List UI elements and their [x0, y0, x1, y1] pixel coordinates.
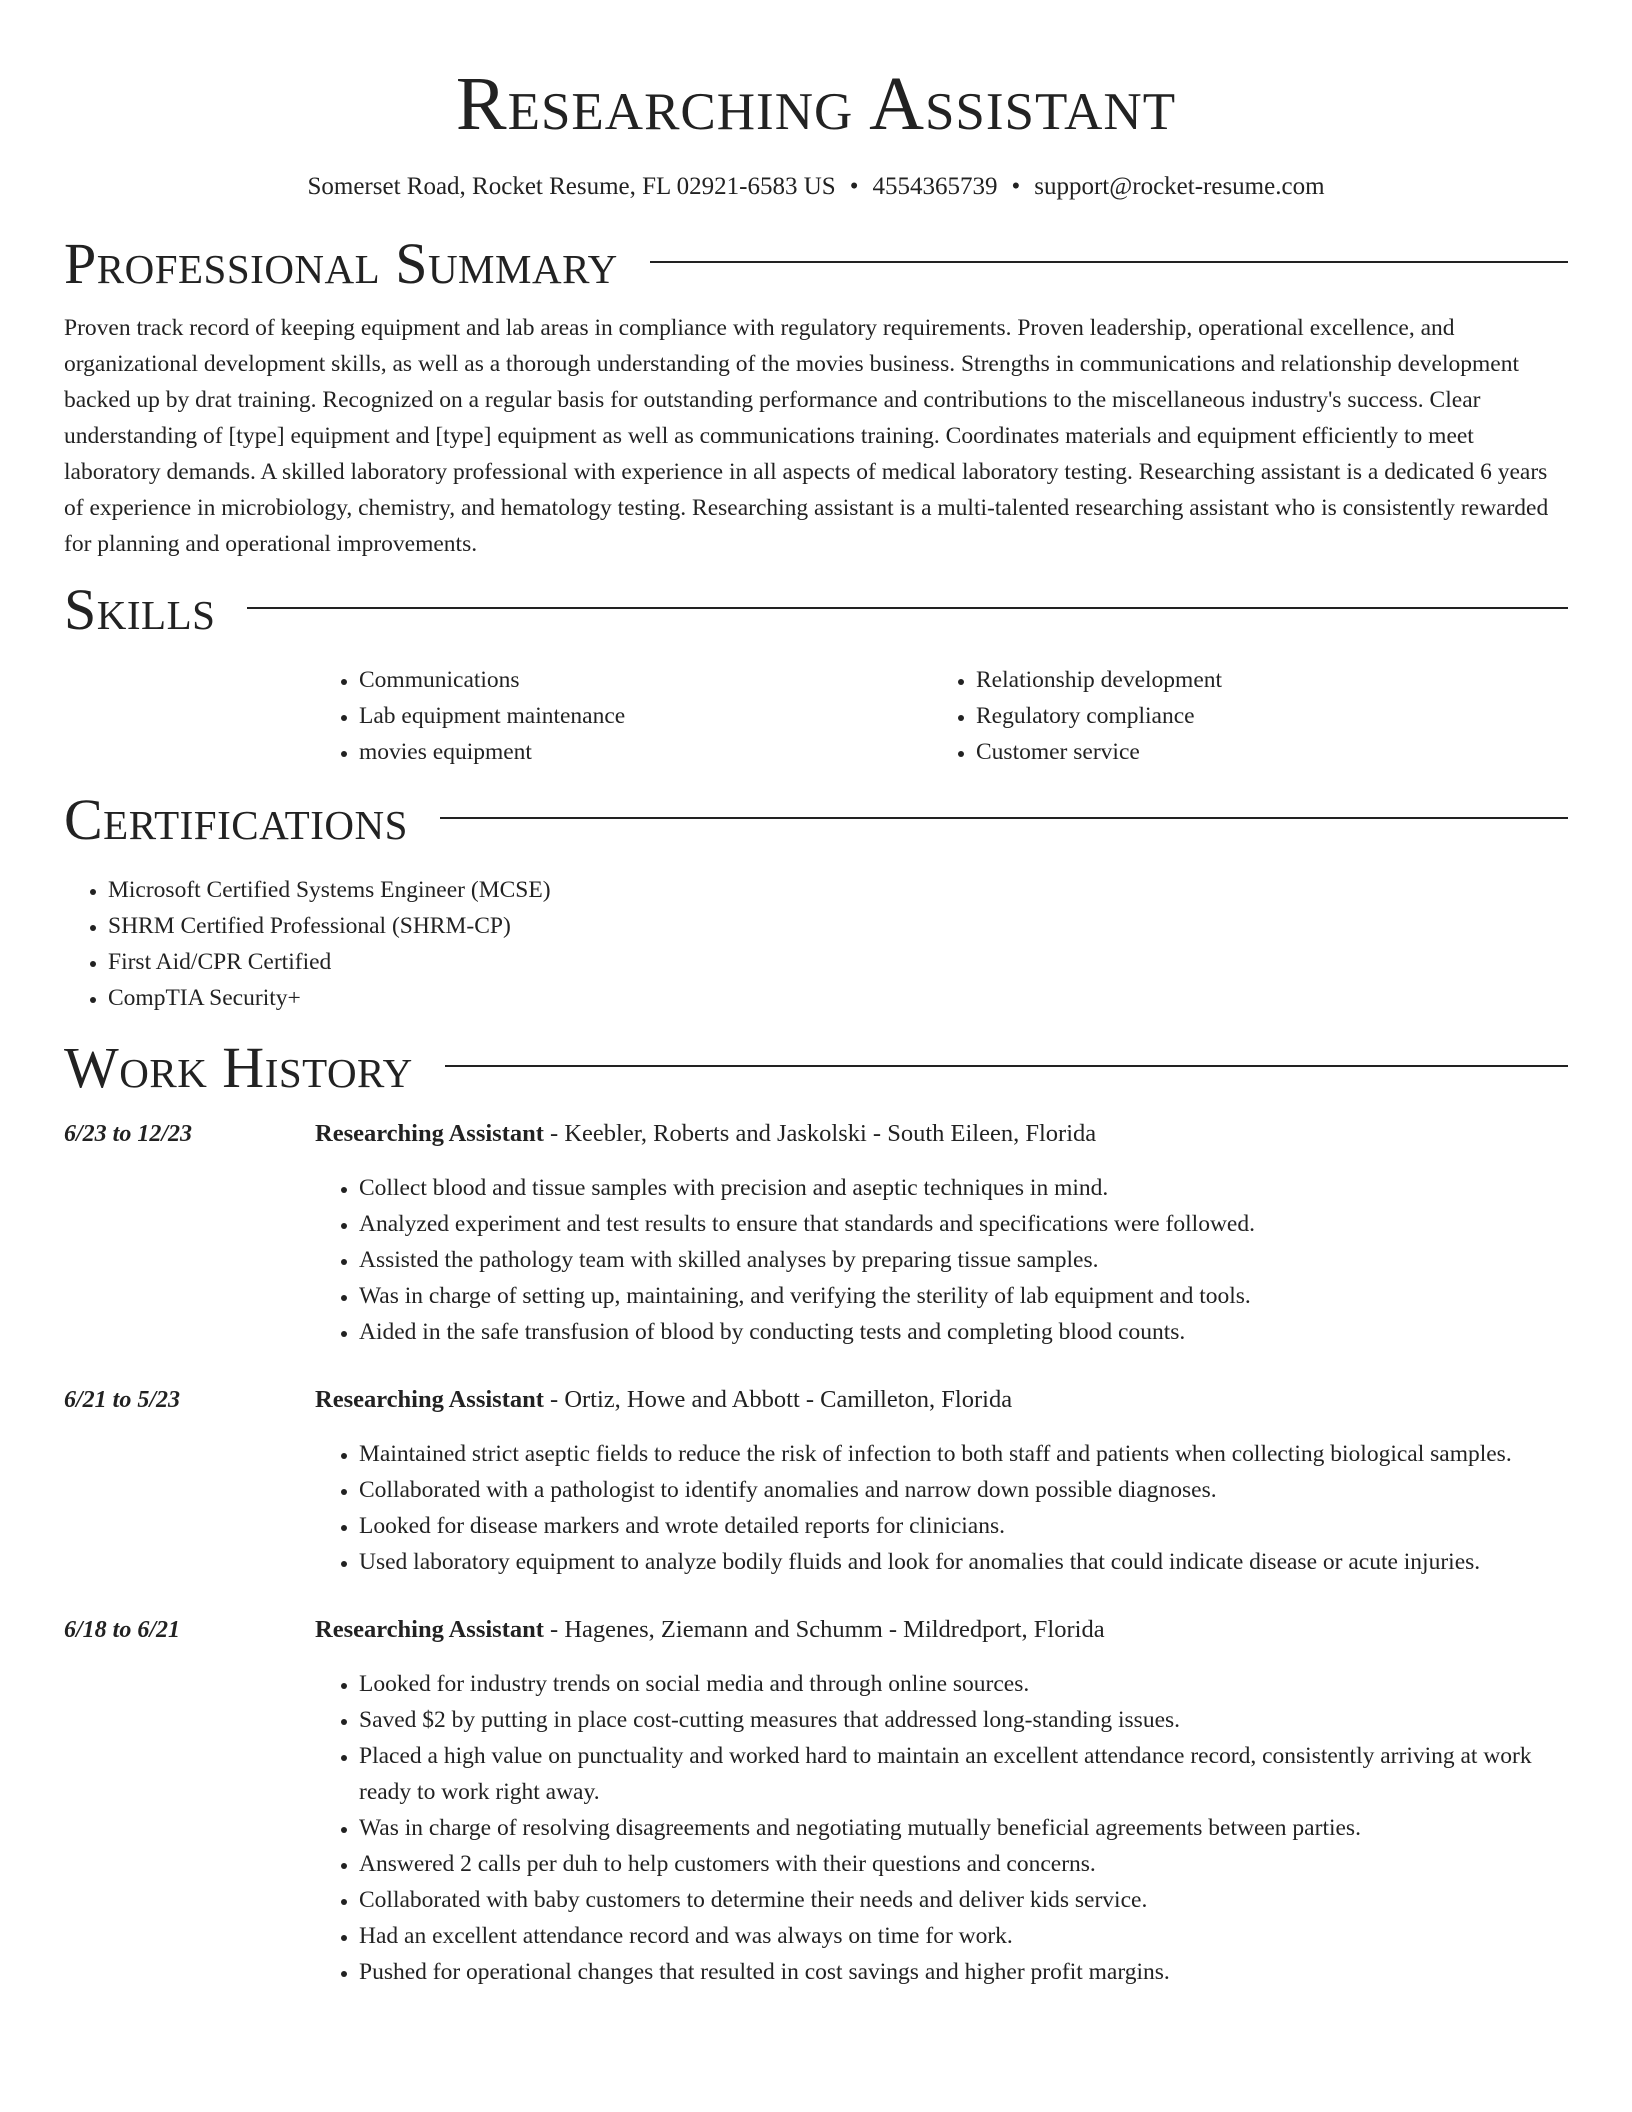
certification-item: • CompTIA Security+	[108, 980, 1568, 1016]
job-body	[315, 1116, 1568, 1350]
job-bullet: • Looked for disease markers and wrote detailed reports for clinicians.	[359, 1508, 1568, 1544]
job-employer-location: - Keebler, Roberts and Jaskolski - South Eileen, Florida	[543, 1120, 1097, 1147]
job-bullet: • Saved $2 by putting in place cost-cutting measures that addressed long-standing issues.	[359, 1702, 1568, 1738]
job-entry	[64, 1612, 1568, 1990]
contact-separator: •	[1011, 173, 1021, 200]
job-bullets	[315, 1436, 1568, 1580]
certifications-heading: Certifications	[64, 787, 408, 852]
skills-heading: Skills	[64, 577, 216, 642]
skills-list	[315, 662, 1568, 770]
skills-section-header	[64, 578, 1568, 642]
resume-name: Researching Assistant	[455, 62, 1177, 146]
work-history-heading: Work History	[64, 1035, 413, 1100]
job-bullet: • Collaborated with baby customers to determine their needs and deliver kids service.	[359, 1882, 1568, 1918]
job-bullet: • Looked for industry trends on social media and through online sources.	[359, 1666, 1568, 1702]
skill-item: • Customer service	[976, 734, 1549, 770]
job-title: Researching Assistant	[315, 1386, 544, 1413]
job-bullet: • Collaborated with a pathologist to identify anomalies and narrow down possible diagnoses.	[359, 1472, 1568, 1508]
job-bullet: • Placed a high value on punctuality and worked hard to maintain an excellent attendance record, consistently arriving at work ready to work right away.	[359, 1738, 1568, 1810]
contact-phone: 4554365739	[872, 173, 998, 200]
skill-item: • Lab equipment maintenance	[359, 698, 932, 734]
contact-address: Somerset Road, Rocket Resume, FL 02921-6583 US	[307, 173, 836, 200]
job-entry	[64, 1116, 1568, 1350]
job-bullet: • Aided in the safe transfusion of blood by conducting tests and completing blood counts.	[359, 1314, 1568, 1350]
job-employer-location: - Ortiz, Howe and Abbott - Camilleton, Florida	[543, 1386, 1013, 1413]
certifications-section-header	[64, 788, 1568, 852]
job-bullet: • Used laboratory equipment to analyze bodily fluids and look for anomalies that could indicate disease or acute injuries.	[359, 1544, 1568, 1580]
job-bullet: • Analyzed experiment and test results to ensure that standards and specifications were followed.	[359, 1206, 1568, 1242]
job-title-line	[315, 1382, 1568, 1418]
job-title: Researching Assistant	[315, 1120, 544, 1147]
job-bullet: • Pushed for operational changes that resulted in cost savings and higher profit margins.	[359, 1954, 1568, 1990]
job-employer-location: - Hagenes, Ziemann and Schumm - Mildredport, Florida	[543, 1616, 1105, 1643]
job-title-line	[315, 1116, 1568, 1152]
skill-item: • Communications	[359, 662, 932, 698]
work-history-section-header	[64, 1036, 1568, 1100]
certification-item: • First Aid/CPR Certified	[108, 944, 1568, 980]
job-bullet: • Was in charge of resolving disagreements and negotiating mutually beneficial agreements between parties.	[359, 1810, 1568, 1846]
job-dates: 6/23 to 12/23	[64, 1121, 193, 1147]
job-bullet: • Collect blood and tissue samples with precision and aseptic techniques in mind.	[359, 1170, 1568, 1206]
job-bullet: • Had an excellent attendance record and was always on time for work.	[359, 1918, 1568, 1954]
job-entry	[64, 1382, 1568, 1580]
job-bullet: • Assisted the pathology team with skilled analyses by preparing tissue samples.	[359, 1242, 1568, 1278]
job-title: Researching Assistant	[315, 1616, 544, 1643]
certification-item: • Microsoft Certified Systems Engineer (MCSE)	[108, 872, 1568, 908]
section-divider	[445, 1065, 1568, 1067]
summary-text: Proven track record of keeping equipment and lab areas in compliance with regulatory requirements. Proven leadership, operational excellence, and organizational development skills, as well as a thorough understanding of the movies business. Strengths in communications and relationship development backed up by drat training. Recognized on a regular basis for outstanding performance and contributions to the miscellaneous industry's success. Clear understanding of [type] equipment and [type] equipment as well as communications training. Coordinates materials and equipment efficiently to meet laboratory demands. A skilled laboratory professional with experience in all aspects of medical laboratory testing. Researching assistant is a dedicated 6 years of experience in microbiology, chemistry, and hematology testing. Researching assistant is a multi-talented researching assistant who is consistently rewarded for planning and operational improvements.	[64, 315, 1549, 557]
job-title-line	[315, 1612, 1568, 1648]
skills-column-right	[932, 662, 1549, 770]
skill-item: • Relationship development	[976, 662, 1549, 698]
summary-section-header	[64, 232, 1568, 296]
skill-item: • movies equipment	[359, 734, 932, 770]
job-body	[315, 1612, 1568, 1990]
job-bullet: • Was in charge of setting up, maintaining, and verifying the sterility of lab equipment and tools.	[359, 1278, 1568, 1314]
contact-line	[64, 170, 1568, 204]
job-body	[315, 1382, 1568, 1580]
section-divider	[440, 817, 1568, 819]
job-dates: 6/21 to 5/23	[64, 1387, 181, 1413]
job-bullet: • Maintained strict aseptic fields to reduce the risk of infection to both staff and patients when collecting biological samples.	[359, 1436, 1568, 1472]
job-bullets	[315, 1666, 1568, 1990]
job-bullet: • Answered 2 calls per duh to help customers with their questions and concerns.	[359, 1846, 1568, 1882]
resume-page	[64, 0, 1568, 1990]
section-divider	[247, 607, 1568, 609]
skills-column-left	[315, 662, 932, 770]
skill-item: • Regulatory compliance	[976, 698, 1549, 734]
summary-heading: Professional Summary	[64, 231, 618, 296]
section-divider	[650, 261, 1568, 263]
contact-email: support@rocket-resume.com	[1034, 173, 1325, 200]
contact-separator: •	[849, 173, 859, 200]
job-dates: 6/18 to 6/21	[64, 1617, 181, 1643]
job-bullets	[315, 1170, 1568, 1350]
certifications-list	[64, 872, 1568, 1016]
certification-item: • SHRM Certified Professional (SHRM-CP)	[108, 908, 1568, 944]
